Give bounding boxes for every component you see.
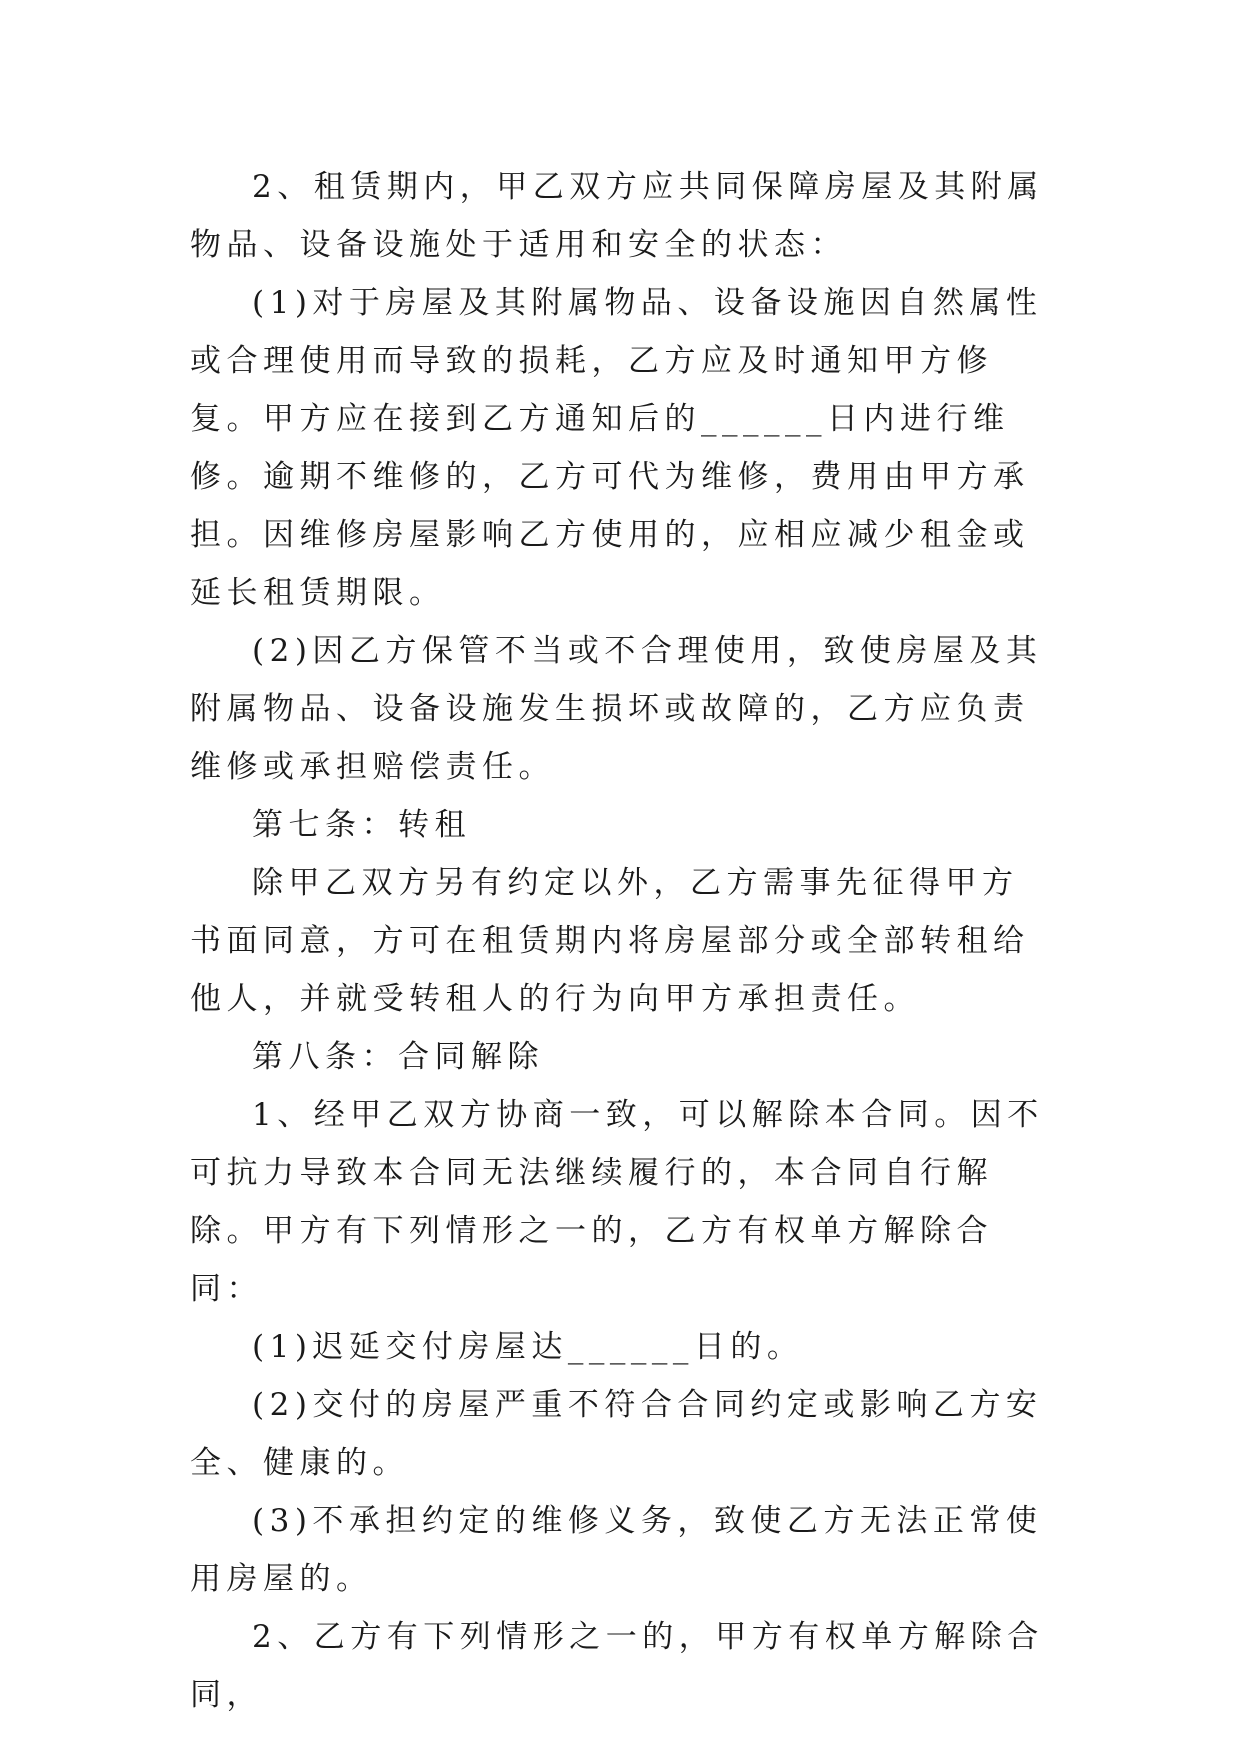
heading-article-8: 第八条：合同解除 <box>252 1039 544 1075</box>
paragraph-maintenance-intro: 2、租赁期内，甲乙双方应共同保障房屋及其附属物品、设备设施处于适用和安全的状态： <box>190 169 1044 263</box>
document-body <box>190 158 1050 1724</box>
paragraph-termination-item-2: (2)交付的房屋严重不符合合同约定或影响乙方安全、健康的。 <box>190 1387 1043 1481</box>
paragraph-termination-item-3: (3)不承担约定的维修义务，致使乙方无法正常使用房屋的。 <box>190 1503 1043 1597</box>
paragraph-termination-1: 1、经甲乙双方协商一致，可以解除本合同。因不可抗力导致本合同无法继续履行的，本合同自行解除。甲方有下列情形之一的，乙方有权单方解除合同： <box>190 1097 1044 1307</box>
paragraph-maintenance-item-2: (2)因乙方保管不当或不合理使用，致使房屋及其附属物品、设备设施发生损坏或故障的，乙方应负责维修或承担赔偿责任。 <box>190 633 1043 785</box>
paragraph-termination-2: 2、乙方有下列情形之一的，甲方有权单方解除合同， <box>190 1619 1044 1713</box>
paragraph-maintenance-item-1: (1)对于房屋及其附属物品、设备设施因自然属性或合理使用而导致的损耗，乙方应及时通知甲方修复。甲方应在接到乙方通知后的______日内进行维修。逾期不维修的，乙方可代为维修，费用由甲方承担。因维修房屋影响乙方使用的，应相应减少租金或延长租赁期限。 <box>190 285 1043 611</box>
paragraph-sublease: 除甲乙双方另有约定以外，乙方需事先征得甲方书面同意，方可在租赁期内将房屋部分或全部转租给他人，并就受转租人的行为向甲方承担责任。 <box>190 865 1030 1017</box>
heading-article-7: 第七条：转租 <box>252 807 471 843</box>
paragraph-termination-item-1: (1)迟延交付房屋达______日的。 <box>252 1329 804 1365</box>
